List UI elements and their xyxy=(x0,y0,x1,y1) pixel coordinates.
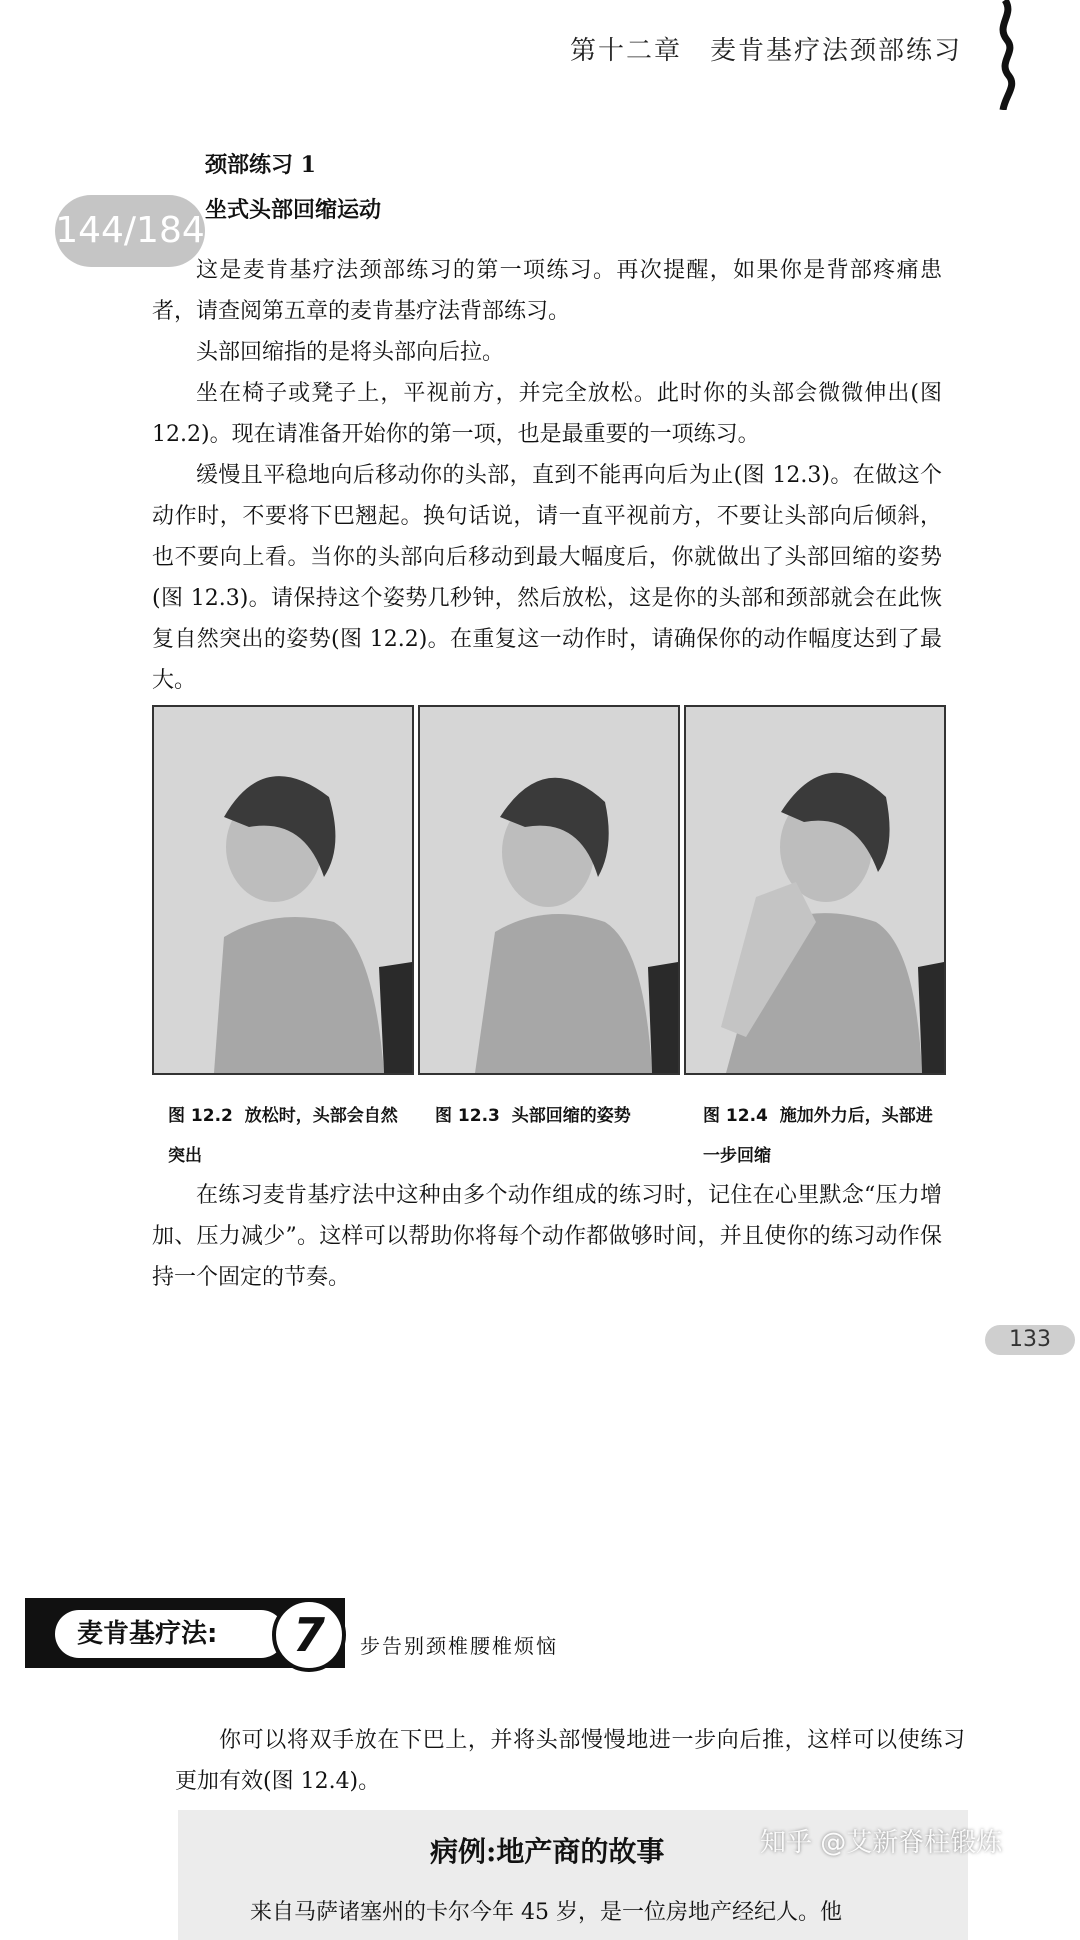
paragraph: 缓慢且平稳地向后移动你的头部，直到不能再向后为止(图 12.3)。在做这个动作时，不要将下巴翘起。换句话说，请一直平视前方，不要让头部向后倾斜，也不要向上看。当你的头部向后移动到最大幅度后，你就做出了头部回缩的姿势(图 12.3)。请保持这个姿势几秒钟，然后放松，这是你的头部和颈部就会在此恢复自然突出的姿势(图 12.2)。在重复这一动作时，请确保你的动作幅度达到了最大。 xyxy=(152,463,942,693)
exercise-title: 颈部练习 1 xyxy=(205,152,316,178)
paragraph: 坐在椅子或凳子上，平视前方，并完全放松。此时你的头部会微微伸出(图 12.2)。现在请准备开始你的第一项，也是最重要的一项练习。 xyxy=(152,381,942,447)
spine-icon xyxy=(985,0,1025,110)
paragraph-3: 你可以将双手放在下巴上，并将头部慢慢地进一步向后推，这样可以使练习更加有效(图 12.4)。 xyxy=(175,1728,965,1794)
figure-photos xyxy=(152,705,942,1075)
figure-12-4-photo xyxy=(684,705,946,1075)
page-number: 133 xyxy=(985,1325,1075,1355)
case-first-line: 来自马萨诸塞州的卡尔今年 45 岁，是一位房地产经纪人。他 xyxy=(250,1900,842,1925)
chapter-header: 第十二章 麦肯基疗法颈部练习 xyxy=(570,36,963,66)
book-band-number: 7 xyxy=(272,1598,346,1672)
figure-12-3-photo xyxy=(418,705,680,1075)
page-counter-badge: 144/184 xyxy=(55,195,205,267)
watermark: 知乎 @艾新脊柱锻炼 xyxy=(760,1828,1003,1858)
figure-caption: 图 12.3 头部回缩的姿势 xyxy=(435,1106,631,1126)
exercise-subtitle: 坐式头部回缩运动 xyxy=(205,197,382,223)
figure-caption: 图 12.4 施加外力后，头部进一步回缩 xyxy=(703,1106,933,1166)
paragraph: 这是麦肯基疗法颈部练习的第一项练习。再次提醒，如果你是背部疼痛患者，请查阅第五章的麦肯基疗法背部练习。 xyxy=(152,258,942,324)
paragraph: 头部回缩指的是将头部向后拉。 xyxy=(196,340,505,365)
case-title: 病例:地产商的故事 xyxy=(430,1835,665,1868)
intro-text xyxy=(152,250,942,701)
figure-12-2-photo xyxy=(152,705,414,1075)
book-band-label: 麦肯基疗法: xyxy=(55,1610,285,1658)
paragraph-2: 在练习麦肯基疗法中这种由多个动作组成的练习时，记住在心里默念“压力增加、压力减少”。这样可以帮助你将每个动作都做够时间，并且使你的练习动作保持一个固定的节奏。 xyxy=(152,1183,942,1290)
figure-caption: 图 12.2 放松时，头部会自然突出 xyxy=(168,1106,398,1166)
book-band-subtitle: 步告别颈椎腰椎烦恼 xyxy=(360,1634,558,1658)
